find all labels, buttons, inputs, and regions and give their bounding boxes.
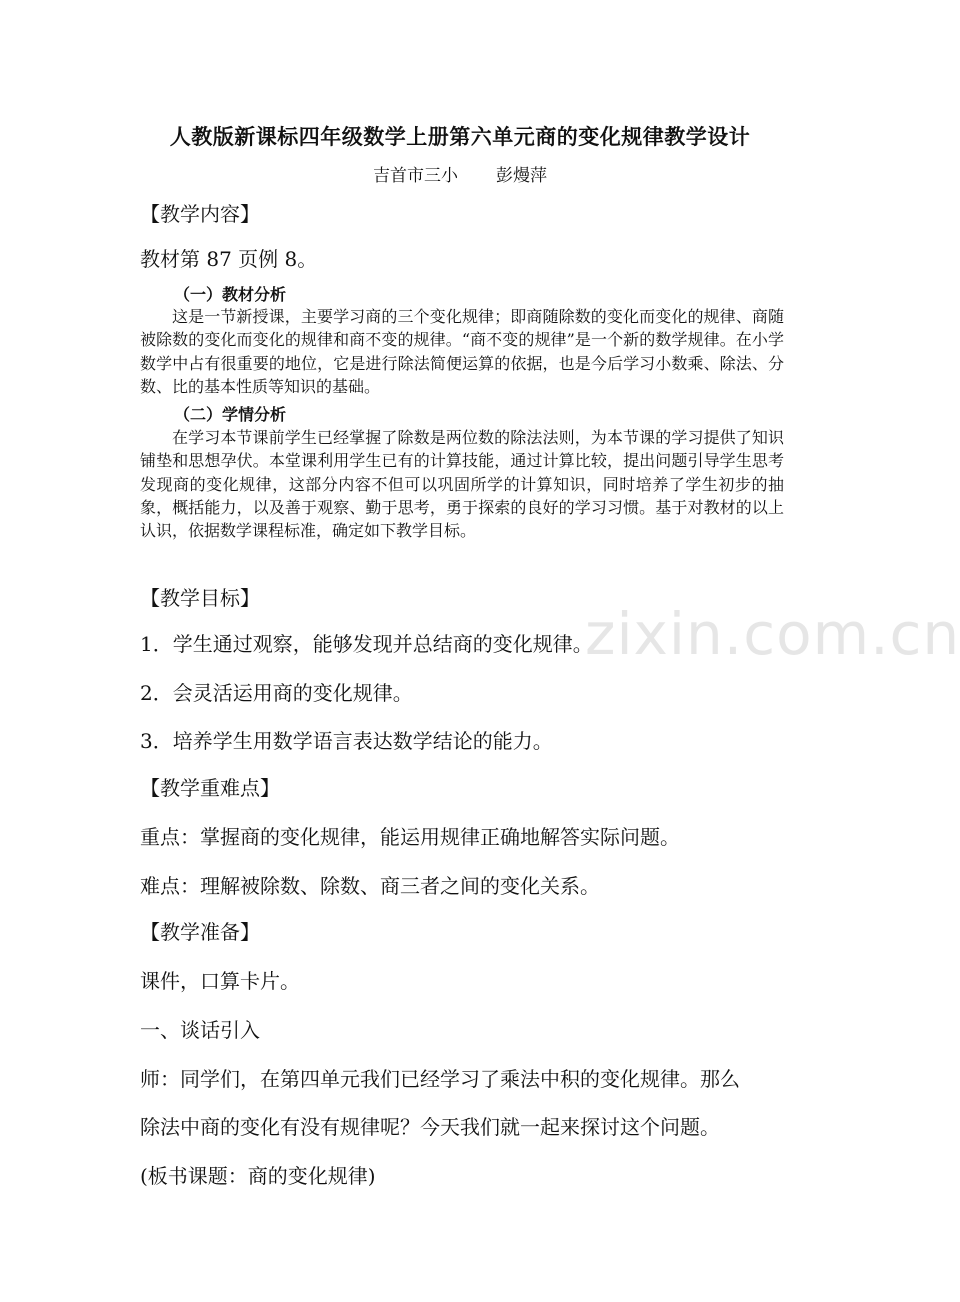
- document-title: 人教版新课标四年级数学上册第六单元商的变化规律教学设计: [169, 124, 751, 149]
- subheading-textbook-analysis: （一）教材分析: [174, 285, 287, 304]
- section-heading-preparation: 【教学准备】: [140, 920, 260, 944]
- section-heading-intro: 一、谈话引入: [140, 1018, 260, 1042]
- goal-item-2: 2．会灵活运用商的变化规律。: [140, 681, 413, 705]
- key-point: 重点：掌握商的变化规律，能运用规律正确地解答实际问题。: [140, 825, 680, 849]
- paragraph-student-analysis: 在学习本节课前学生已经掌握了除数是两位数的除法法则，为本节课的学习提供了知识铺垫和思想孕伏。本堂课利用学生已有的计算技能，通过计算比较，提出问题引导学生思考发现商的变化规律，这部分内容不但可以巩固所学的计算知识，同时培养了学生初步的抽象，概括能力，以及善于观察、勤于思考，勇于探索的良好的学习习惯。基于对教材的以上认识，依据数学课程标准，确定如下教学目标。: [140, 428, 784, 541]
- board-title: (板书课题：商的变化规律): [140, 1164, 376, 1188]
- watermark: zixin.com.cn: [585, 600, 960, 668]
- author-line: [0, 161, 920, 186]
- goal-item-1: 1．学生通过观察，能够发现并总结商的变化规律。: [140, 632, 593, 656]
- subheading-student-analysis: （二）学情分析: [174, 405, 287, 424]
- section-heading-goals: 【教学目标】: [140, 586, 260, 610]
- author-school: 吉首市三小: [373, 166, 458, 186]
- paragraph-textbook-analysis: 这是一节新授课，主要学习商的三个变化规律；即商随除数的变化而变化的规律、商随被除数的变化而变化的规律和商不变的规律。“商不变的规律”是一个新的数学规律。在小学数学中占有很重要的地位，它是进行除法简便运算的依据，也是今后学习小数乘、除法、分数、比的基本性质等知识的基础。: [140, 307, 784, 396]
- goal-item-3: 3．培养学生用数学语言表达数学结论的能力。: [140, 729, 553, 753]
- intro-line-2: 除法中商的变化有没有规律呢？今天我们就一起来探讨这个问题。: [140, 1115, 720, 1139]
- difficult-point: 难点：理解被除数、除数、商三者之间的变化关系。: [140, 874, 600, 898]
- author-name: 彭熳萍: [496, 166, 547, 186]
- intro-line-1: 师：同学们，在第四单元我们已经学习了乘法中积的变化规律。那么: [140, 1067, 740, 1091]
- preparation-text: 课件，口算卡片。: [140, 969, 300, 993]
- section-heading-key-points: 【教学重难点】: [140, 776, 280, 800]
- content-text: 教材第 87 页例 8。: [140, 247, 318, 271]
- section-heading-content: 【教学内容】: [140, 202, 260, 226]
